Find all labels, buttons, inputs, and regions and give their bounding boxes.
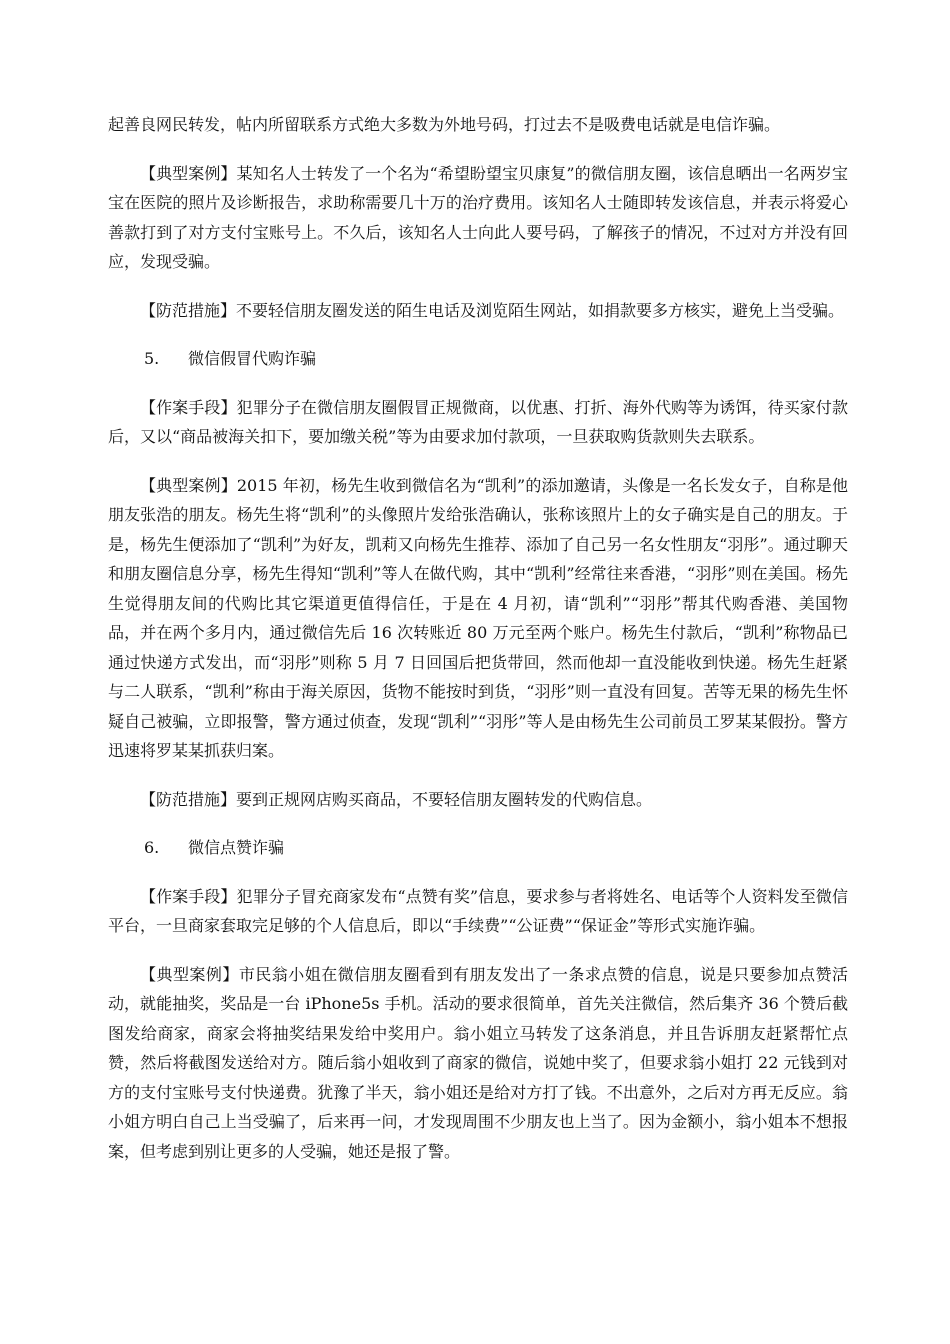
- section-number: 6.: [144, 838, 160, 857]
- section-heading-6: [108, 833, 848, 863]
- section-title: 微信点赞诈骗: [188, 838, 285, 857]
- document-body: [108, 110, 848, 1185]
- paragraph-method-like-scam: 【作案手段】犯罪分子冒充商家发布“点赞有奖”信息，要求参与者将姓名、电话等个人资料发至微信平台，一旦商家套取完足够的个人信息后，即以“手续费”“公证费”“保证金”等形式实施诈骗。: [108, 886, 848, 935]
- paragraph-method-fake-purchasing: 【作案手段】犯罪分子在微信朋友圈假冒正规微商，以优惠、打折、海外代购等为诱饵，待买家付款后，又以“商品被海关扣下，要加缴关税”等为由要求加付款项，一旦获取购货款则失去联系。: [108, 397, 848, 446]
- paragraph-typical-case-charity: 【典型案例】某知名人士转发了一个名为“希望盼望宝贝康复”的微信朋友圈，该信息晒出一名两岁宝宝在医院的照片及诊断报告，求助称需要几十万的治疗费用。该知名人士随即转发该信息，并表示将爱心善款打到了对方支付宝账号上。不久后，该知名人士向此人要号码，了解孩子的情况，不过对方并没有回应，发现受骗。: [108, 163, 848, 271]
- paragraph-typical-case-like-scam: 【典型案例】市民翁小姐在微信朋友圈看到有朋友发出了一条求点赞的信息，说是只要参加点赞活动，就能抽奖，奖品是一台 iPhone5s 手机。活动的要求很简单，首先关注微信，然后集齐 36 个赞后截图发给商家，商家会将抽奖结果发给中奖用户。翁小姐立马转发了这条消息，并且告诉朋友赶紧帮忙点赞，然后将截图发送给对方。随后翁小姐收到了商家的微信，说她中奖了，但要求翁小姐打 22 元钱到对方的支付宝账号支付快递费。犹豫了半天，翁小姐还是给对方打了钱。不出意外，之后对方再无反应。翁小姐方明白自己上当受骗了，后来再一问，才发现周围不少朋友也上当了。因为金额小，翁小姐本不想报案，但考虑到别让更多的人受骗，她还是报了警。: [108, 964, 848, 1161]
- section-title: 微信假冒代购诈骗: [188, 349, 317, 368]
- section-number: 5.: [144, 349, 160, 368]
- paragraph-prevention-charity: 【防范措施】不要轻信朋友圈发送的陌生电话及浏览陌生网站，如捐款要多方核实，避免上当受骗。: [140, 300, 845, 320]
- paragraph-typical-case-fake-purchasing: 【典型案例】2015 年初，杨先生收到微信名为“凯利”的添加邀请，头像是一名长发女子，自称是他朋友张浩的朋友。杨先生将“凯利”的头像照片发给张浩确认，张称该照片上的女子确实是自己的朋友。于是，杨先生便添加了“凯利”为好友，凯莉又向杨先生推荐、添加了自己另一名女性朋友“羽彤”。通过聊天和朋友圈信息分享，杨先生得知“凯利”等人在做代购，其中“凯利”经常往来香港，“羽彤”则在美国。杨先生觉得朋友间的代购比其它渠道更值得信任，于是在 4 月初，请“凯利”“羽彤”帮其代购香港、美国物品，并在两个多月内，通过微信先后 16 次转账近 80 万元至两个账户。杨先生付款后，“凯利”称物品已通过快递方式发出，而“羽彤”则称 5 月 7 日回国后把货带回，然而他却一直没能收到快递。杨先生赶紧与二人联系，“凯利”称由于海关原因，货物不能按时到货，“羽彤”则一直没有回复。苦等无果的杨先生怀疑自己被骗，立即报警，警方通过侦查，发现“凯利”“羽彤”等人是由杨先生公司前员工罗某某假扮。警方迅速将罗某某抓获归案。: [108, 475, 848, 760]
- paragraph-prevention-fake-purchasing: 【防范措施】要到正规网店购买商品，不要轻信朋友圈转发的代购信息。: [140, 789, 653, 809]
- section-heading-5: [108, 344, 848, 374]
- paragraph-continuation: 起善良网民转发，帖内所留联系方式绝大多数为外地号码，打过去不是吸费电话就是电信诈骗。: [108, 115, 781, 134]
